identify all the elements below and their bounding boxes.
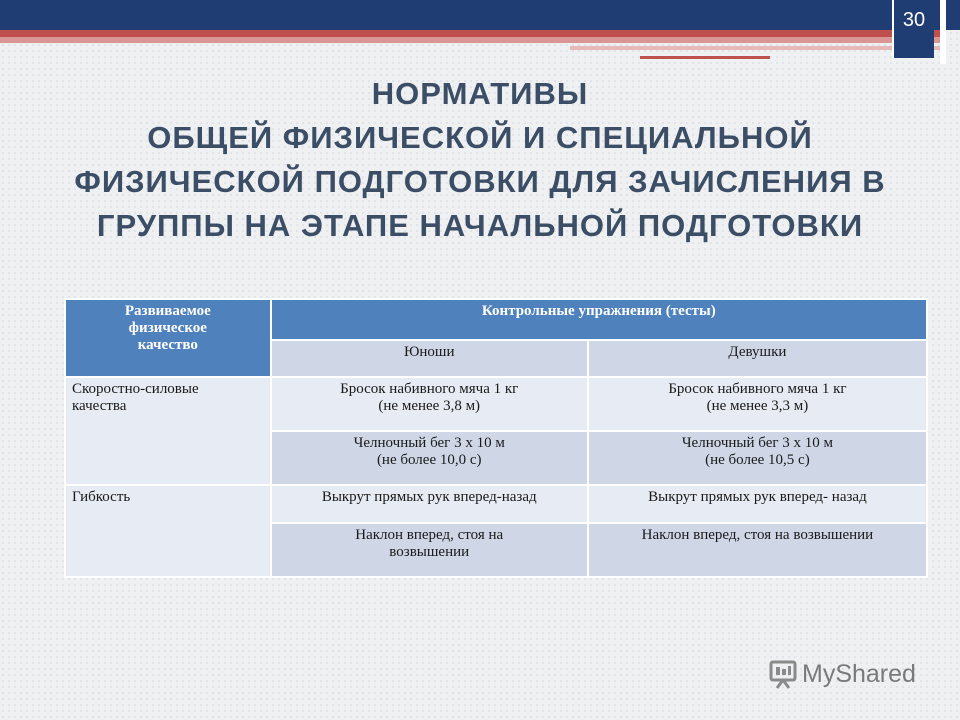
cell-line: (не менее 3,3 м) <box>706 398 809 414</box>
watermark-logo <box>768 656 916 692</box>
header-quality <box>65 299 271 377</box>
cell-line: Челночный бег 3 х 10 м <box>681 435 834 451</box>
boys-cell <box>271 523 588 577</box>
top-pink-stripe <box>0 37 940 43</box>
cell-line: (не более 10,0 с) <box>376 452 482 468</box>
cell-line: возвышении <box>389 544 470 560</box>
title-line: ОБЩЕЙ ФИЗИЧЕСКОЙ И СПЕЦИАЛЬНОЙ <box>147 120 813 155</box>
table-row <box>65 485 927 523</box>
watermark-text: MyShared <box>802 659 916 688</box>
cell-line: Наклон вперед, стоя на <box>355 527 504 543</box>
header-quality-line: физическое <box>128 320 207 336</box>
cell-line: (не менее 3,8 м) <box>378 398 481 414</box>
top-banner <box>0 0 960 30</box>
cell-line: (не более 10,5 с) <box>705 452 810 468</box>
accent-line-short <box>640 56 770 59</box>
quality-cell <box>65 485 271 577</box>
standards-table <box>64 298 928 578</box>
quality-line: Скоростно-силовые <box>72 381 199 397</box>
header-quality-line: качество <box>137 337 198 353</box>
girls-cell <box>588 523 927 577</box>
header-girls: Девушки <box>588 340 927 377</box>
top-red-stripe <box>0 30 940 37</box>
header-boys: Юноши <box>271 340 588 377</box>
girls-cell <box>588 431 927 485</box>
cell-line: Выкрут прямых рук вперед- назад <box>648 489 867 505</box>
boys-cell <box>271 485 588 523</box>
table-row <box>65 377 927 431</box>
title-line: ФИЗИЧЕСКОЙ ПОДГОТОВКИ ДЛЯ ЗАЧИСЛЕНИЯ В <box>74 164 886 199</box>
cell-line: Челночный бег 3 х 10 м <box>353 435 505 451</box>
quality-cell <box>65 377 271 485</box>
accent-line <box>570 46 940 50</box>
girls-cell <box>588 485 927 523</box>
boys-cell <box>271 431 588 485</box>
cell-line: Бросок набивного мяча 1 кг <box>340 381 519 397</box>
cell-line: Бросок набивного мяча 1 кг <box>668 381 847 397</box>
title-line: НОРМАТИВЫ <box>371 76 589 111</box>
header-quality-line: Развиваемое <box>124 303 211 319</box>
cell-line: Выкрут прямых рук вперед-назад <box>321 489 537 505</box>
cell-line: Наклон вперед, стоя на возвышении <box>641 527 874 543</box>
header-tests: Контрольные упражнения (тесты) <box>271 299 927 340</box>
girls-cell <box>588 377 927 431</box>
presentation-board-icon <box>768 659 798 689</box>
table-header-row <box>65 299 927 340</box>
page-box-edge <box>940 0 946 64</box>
slide-title <box>40 72 920 248</box>
page-number: 30 <box>892 0 934 58</box>
quality-line: Гибкость <box>72 489 131 505</box>
quality-line: качества <box>72 398 127 414</box>
title-line: ГРУППЫ НА ЭТАПЕ НАЧАЛЬНОЙ ПОДГОТОВКИ <box>96 208 864 243</box>
boys-cell <box>271 377 588 431</box>
